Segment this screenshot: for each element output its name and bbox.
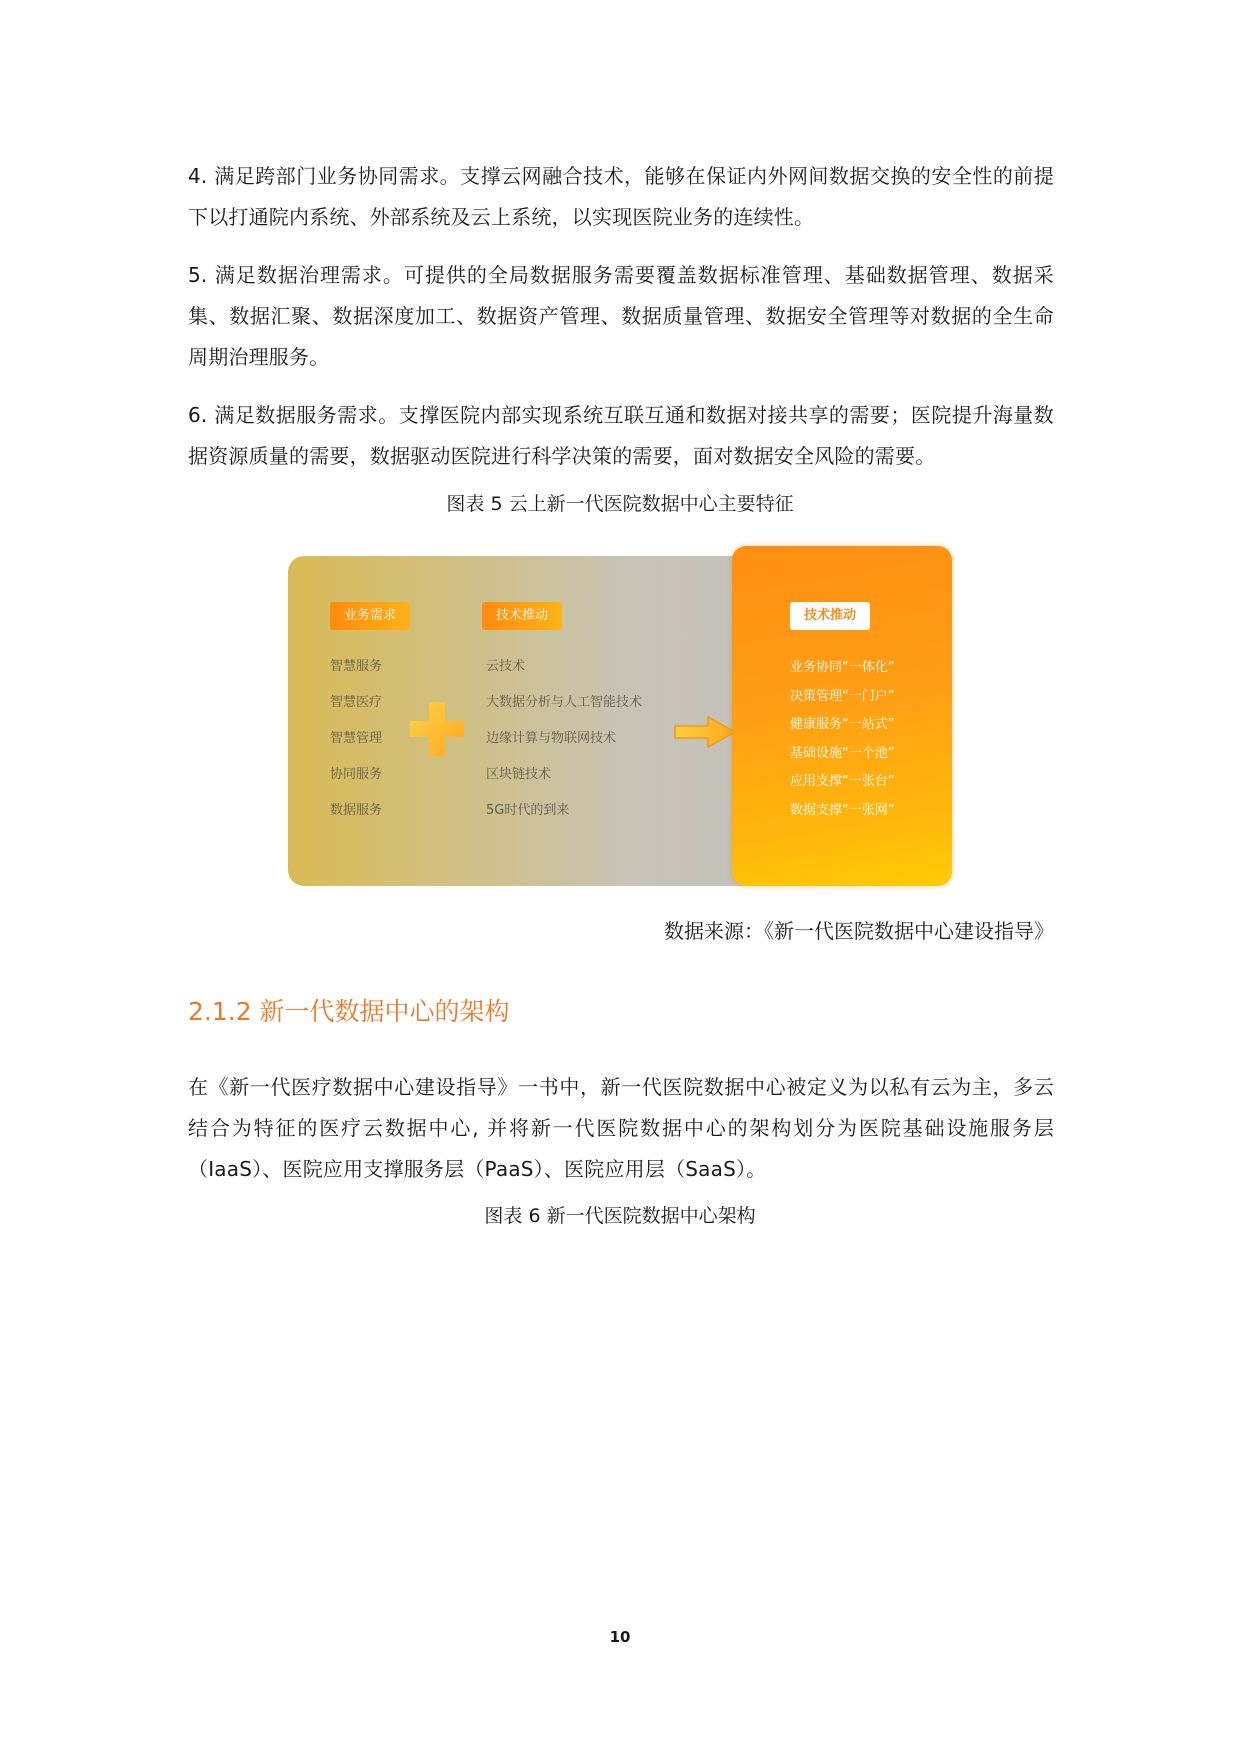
result-tag: 技术推动 (790, 602, 870, 630)
tech-driver-item: 区块链技术 (486, 767, 552, 782)
arrow-right-icon (674, 716, 736, 748)
tech-driver-item: 边缘计算与物联网技术 (486, 731, 617, 746)
tech-driver-tag: 技术推动 (482, 602, 562, 630)
page-number: 10 (609, 1628, 631, 1646)
figure-6-caption: 图表 6 新一代医院数据中心架构 (484, 1205, 756, 1227)
section-body-paragraph: 在《新一代医疗数据中心建设指导》一书中，新一代医院数据中心被定义为以私有云为主，多云结合为特征的医疗云数据中心, 并将新一代医院数据中心的架构划分为医院基础设施服务层（IaaS）、医院应用支撑服务层（PaaS）、医院应用层（SaaS）。 (188, 1075, 1054, 1181)
paragraph-item-4: 4. 满足跨部门业务协同需求。支撑云网融合技术，能够在保证内外网间数据交换的安全性的前提下以打通院内系统、外部系统及云上系统，以实现医院业务的连续性。 (188, 164, 1054, 229)
business-need-item: 智慧管理 (330, 731, 383, 746)
business-need-item: 智慧服务 (330, 659, 383, 674)
result-features-list (790, 654, 894, 825)
result-feature-item: 决策管理“一门户” (790, 688, 895, 704)
result-feature-item: 业务协同“一体化” (790, 660, 895, 675)
business-needs-list (330, 649, 382, 829)
business-need-item: 协同服务 (330, 767, 383, 782)
figure-5-source: 数据来源：《新一代医院数据中心建设指导》 (664, 919, 1054, 943)
business-needs-tag: 业务需求 (330, 602, 410, 630)
figure-5-diagram (288, 546, 952, 894)
result-feature-item: 健康服务“一站式” (790, 717, 895, 732)
paragraph-item-5: 5. 满足数据治理需求。可提供的全局数据服务需要覆盖数据标准管理、基础数据管理、数据采集、数据汇聚、数据深度加工、数据资产管理、数据质量管理、数据安全管理等对数据的全生命周期治理服务。 (188, 263, 1054, 369)
plus-icon (408, 700, 466, 758)
tech-driver-item: 大数据分析与人工智能技术 (486, 695, 643, 710)
section-heading: 2.1.2 新一代数据中心的架构 (188, 997, 510, 1026)
tech-driver-item: 5G时代的到来 (486, 803, 570, 818)
paragraph-item-6: 6. 满足数据服务需求。支撑医院内部实现系统互联互通和数据对接共享的需要；医院提升海量数据资源质量的需要，数据驱动医院进行科学决策的需要，面对数据安全风险的需要。 (188, 403, 1054, 468)
business-need-item: 智慧医疗 (330, 695, 383, 710)
tech-driver-item: 云技术 (486, 659, 526, 674)
result-feature-item: 应用支撑“一张台” (790, 774, 895, 789)
result-feature-item: 数据支撑“一张网” (790, 802, 895, 818)
business-need-item: 数据服务 (330, 803, 383, 818)
figure-5-caption: 图表 5 云上新一代医院数据中心主要特征 (446, 493, 794, 515)
tech-driver-list (486, 649, 642, 829)
result-feature-item: 基础设施“一个池” (790, 745, 895, 761)
